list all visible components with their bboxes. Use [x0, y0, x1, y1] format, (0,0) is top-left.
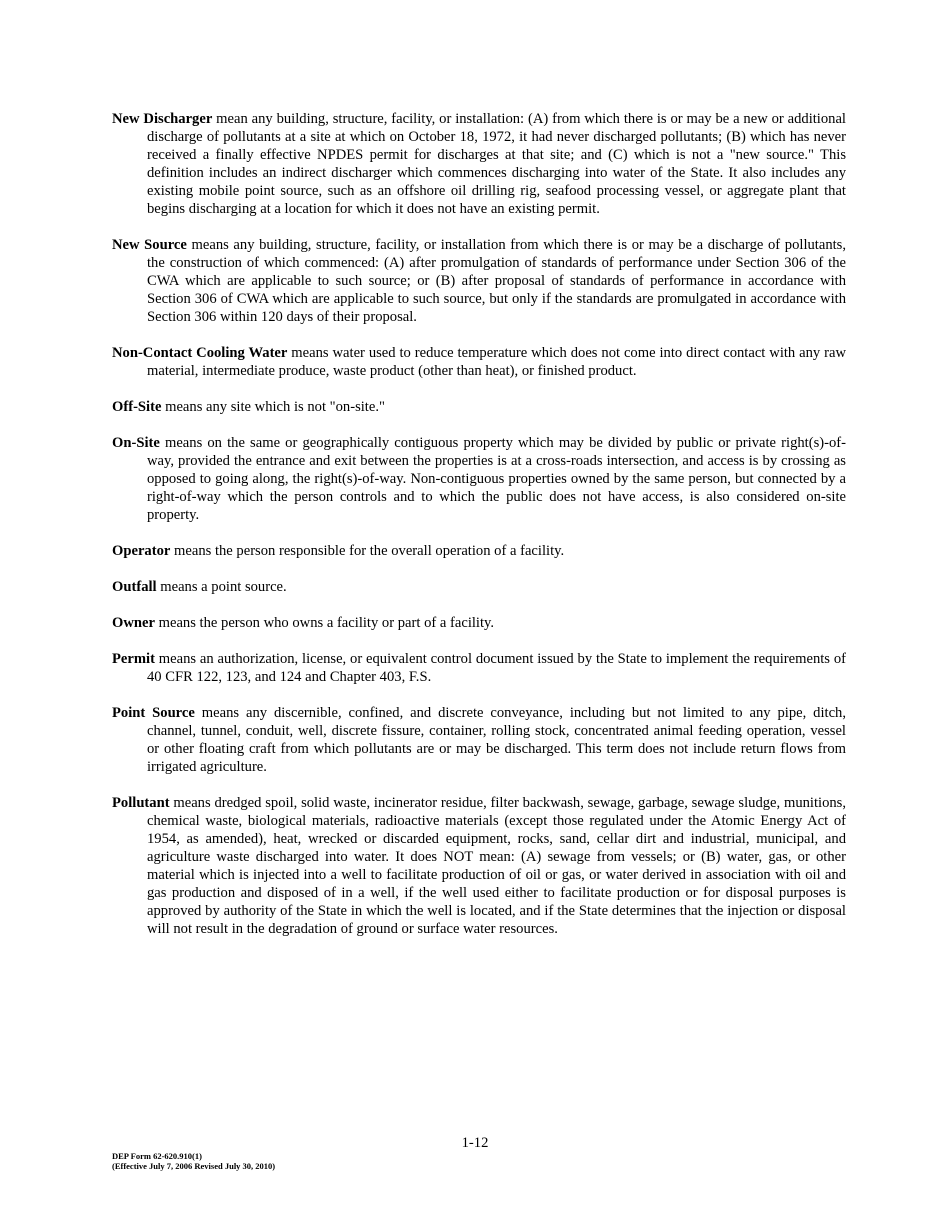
definition-permit	[112, 650, 846, 686]
definition-text: means a point source.	[156, 579, 287, 595]
definitions-list	[112, 110, 846, 956]
definition-text: means on the same or geographically contiguous property which may be divided by public or private right(s)-of-way, provided the entrance and exit between the properties is at a cross-roads intersection, and access is by crossing as opposed to going along, the right(s)-of-way. Non-contiguous properties owned by the same person, but connected by a right-of-way which the person controls and to which the public does not have access, is also considered on-site property.	[147, 435, 846, 523]
definition-term: Permit	[112, 651, 155, 667]
definition-off-site	[112, 398, 846, 416]
footer-effective-date: (Effective July 7, 2006 Revised July 30, 2010)	[112, 1161, 276, 1171]
definition-text: means any discernible, confined, and discrete conveyance, including but not limited to any pipe, ditch, channel, tunnel, conduit, well, discrete fissure, container, rolling stock, concentrated animal feeding operation, vessel or other floating craft from which pollutants are or may be discharged. This term does not include return flows from irrigated agriculture.	[147, 705, 846, 775]
definition-text: means an authorization, license, or equivalent control document issued by the State to implement the requirements of 40 CFR 122, 123, and 124 and Chapter 403, F.S.	[147, 651, 846, 685]
definition-pollutant	[112, 794, 846, 938]
definition-term: New Source	[112, 237, 187, 253]
definition-text: means water used to reduce temperature which does not come into direct contact with any raw material, intermediate produce, waste product (other than heat), or finished product.	[147, 345, 846, 379]
definition-text: means any building, structure, facility, or installation from which there is or may be a discharge of pollutants, the construction of which commenced: (A) after promulgation of standards of performance under Section 306 of the CWA which are applicable to such source; or (B) after proposal of standards of performance in accordance with Section 306 of CWA which are applicable to such source, but only if the standards are promulgated in accordance with Section 306 within 120 days of their proposal.	[147, 237, 847, 325]
definition-on-site	[112, 434, 846, 524]
definition-term: Outfall	[112, 579, 157, 595]
definition-text: means the person who owns a facility or part of a facility.	[154, 615, 495, 631]
definition-text: means dredged spoil, solid waste, incinerator residue, filter backwash, sewage, garbage, sewage sludge, munitions, chemical waste, biological materials, radioactive materials (except those regulated under the Atomic Energy Act of 1954, as amended), heat, wrecked or discarded equipment, rocks, sand, cellar dirt and industrial, municipal, and agriculture waste discharged into water. It does NOT mean: (A) sewage from vessels; or (B) water, gas, or other material which is injected into a well to facilitate production of oil or gas, or water derived in association with oil and gas production and disposed of in a well, if the well used either to facilitate production or for disposal purposes is approved by authority of the State in which the well is located, and if the State determines that the injection or disposal will not result in the degradation of ground or surface water resources.	[147, 795, 846, 937]
definition-term: Pollutant	[112, 795, 170, 811]
footer-form-id: DEP Form 62-620.910(1)	[112, 1151, 202, 1161]
definition-point-source	[112, 704, 846, 776]
definition-term: Operator	[112, 543, 171, 559]
page-number: 1-12	[461, 1135, 489, 1151]
definition-operator	[112, 542, 846, 560]
definition-term: Owner	[112, 615, 155, 631]
definition-text: mean any building, structure, facility, or installation: (A) from which there is or may be a new or additional discharge of pollutants at a site at which on October 18, 1972, it had never discharged pollutants; (B) which has never received a finally effective NPDES permit for discharges at that site; and (C) which is not a "new source." This definition includes an indirect discharger which commences discharging into water of the State. It also includes any existing mobile point source, such as an offshore oil drilling rig, seafood processing vessel, or aggregate plant that begins discharging at a location for which it does not have an existing permit.	[147, 111, 846, 217]
definition-term: New Discharger	[112, 111, 213, 127]
definition-term: On-Site	[112, 435, 160, 451]
definition-new-source	[112, 236, 846, 326]
definition-term: Non-Contact Cooling Water	[112, 345, 288, 361]
definition-term: Off-Site	[112, 399, 162, 415]
definition-non-contact-cooling-water	[112, 344, 846, 380]
form-footer	[112, 1151, 275, 1171]
definition-text: means the person responsible for the overall operation of a facility.	[170, 543, 565, 559]
definition-new-discharger	[112, 110, 846, 218]
definition-text: means any site which is not "on-site."	[161, 399, 385, 415]
definition-owner	[112, 614, 846, 632]
definition-outfall	[112, 578, 846, 596]
definition-term: Point Source	[112, 705, 195, 721]
